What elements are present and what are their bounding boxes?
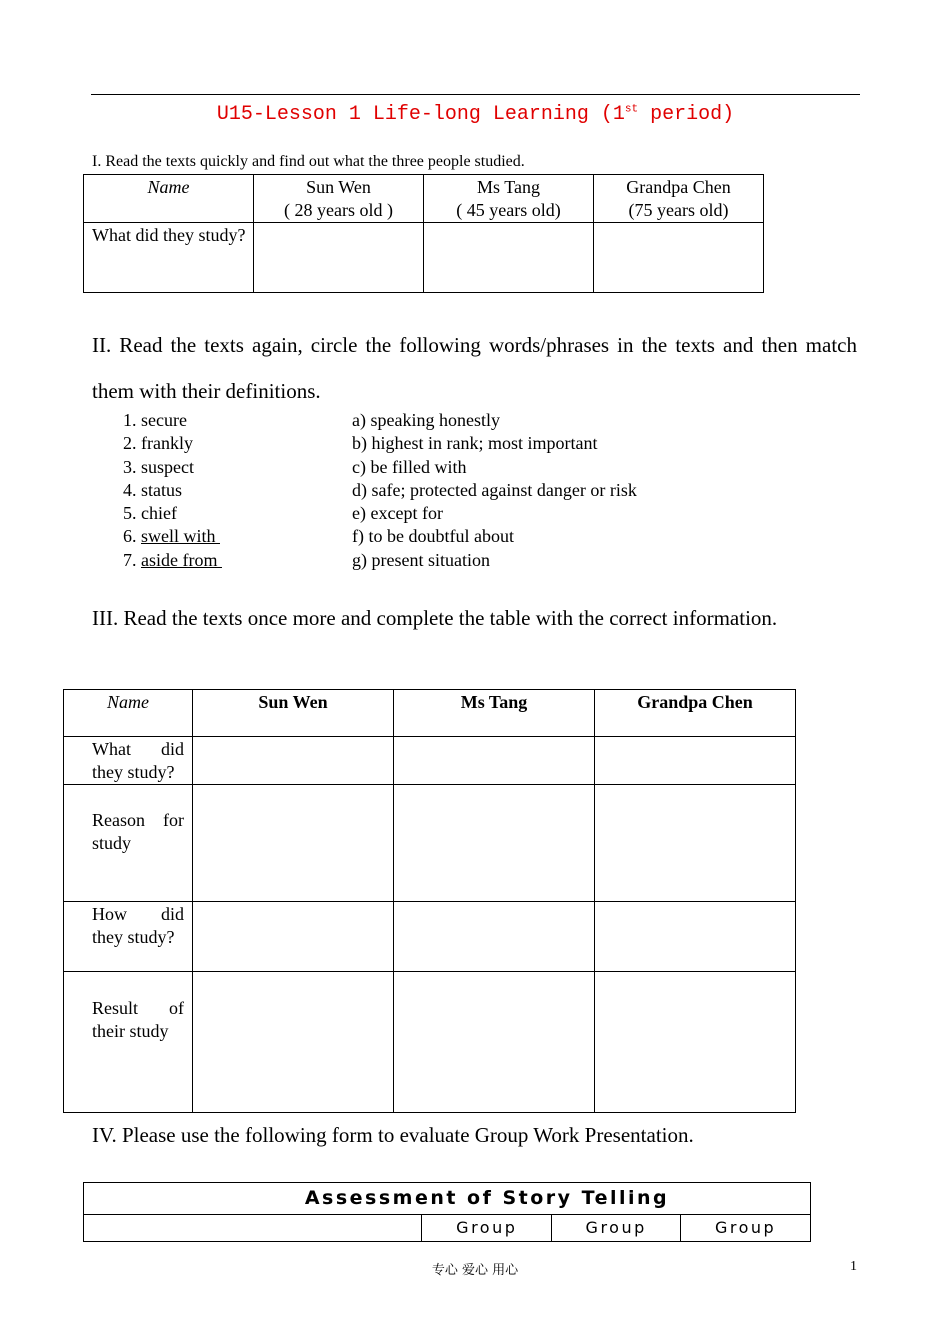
word-text: status: [141, 479, 183, 500]
group-header: Group: [422, 1215, 552, 1242]
word-text: swell with: [141, 526, 220, 547]
definition-list: [352, 409, 637, 572]
row-label-line1: What did: [92, 739, 184, 759]
page-title: [91, 103, 860, 126]
list-item: d) safe; protected against danger or risk: [352, 479, 637, 500]
word-text: suspect: [141, 456, 194, 477]
row-label-cell: [64, 902, 193, 972]
word-list: [123, 409, 222, 572]
assessment-title: Assessment of Story Telling: [84, 1183, 811, 1215]
word-text: secure: [141, 410, 187, 430]
word-text: aside from: [141, 549, 222, 570]
section2-instruction: II. Read the texts again, circle the following words/phrases in the texts and then match them with their definitions.: [92, 333, 857, 403]
table-row: [64, 690, 796, 737]
section4-instruction: IV. Please use the following form to evaluate Group Work Presentation.: [92, 1123, 694, 1147]
header-name: Name: [147, 177, 190, 197]
title-superscript: st: [624, 103, 639, 116]
top-rule: [91, 94, 860, 95]
row-label-line2: study: [92, 833, 132, 853]
word-text: chief: [141, 503, 177, 524]
list-item: b) highest in rank; most important: [352, 433, 598, 454]
row-label-line1: Reason for: [92, 810, 184, 830]
page-number: 1: [850, 1259, 857, 1274]
word-num: 4.: [123, 479, 141, 500]
table-row: [64, 902, 796, 972]
header-cell-ms-tang: [424, 175, 594, 223]
list-item: [123, 479, 222, 502]
section3-table: [63, 689, 796, 1113]
word-text: frankly: [141, 433, 193, 454]
table-row: [64, 972, 796, 1113]
column-header: Grandpa Chen: [595, 690, 796, 737]
list-item: [123, 409, 222, 432]
table-row: [84, 175, 764, 223]
answer-cell[interactable]: [254, 223, 424, 293]
row-label-line1: How did: [92, 904, 184, 924]
answer-cell[interactable]: [595, 785, 796, 902]
list-item: e) except for: [352, 503, 443, 524]
section1-instruction: I. Read the texts quickly and find out what the three people studied.: [92, 153, 525, 170]
answer-cell[interactable]: [594, 223, 764, 293]
row-label-line2: they study?: [92, 762, 175, 782]
title-tail: period): [638, 103, 735, 126]
person-name: Ms Tang: [477, 177, 540, 197]
row-label: What did they study?: [92, 225, 246, 245]
list-item: a) speaking honestly: [352, 410, 500, 430]
table-row: [84, 1183, 811, 1215]
list-item: g) present situation: [352, 549, 490, 570]
answer-cell[interactable]: [424, 223, 594, 293]
list-item: [123, 549, 222, 572]
person-age: ( 45 years old): [456, 200, 561, 220]
answer-cell[interactable]: [193, 785, 394, 902]
table-row: [84, 223, 764, 293]
word-num: 1.: [123, 410, 141, 430]
list-item: f) to be doubtful about: [352, 526, 514, 547]
person-name: Sun Wen: [306, 177, 371, 197]
section3-instruction: III. Read the texts once more and complete the table with the correct information.: [92, 606, 778, 630]
group-header: Group: [552, 1215, 681, 1242]
header-name: Name: [107, 692, 149, 712]
row-label-cell: [64, 972, 193, 1113]
footer-motto: 专心 爱心 用心: [431, 1263, 519, 1278]
row-label-line1: Result of: [92, 998, 184, 1018]
list-item: [123, 502, 222, 525]
word-num: 2.: [123, 433, 141, 454]
list-item: [123, 432, 222, 455]
title-main: U15-Lesson 1 Life-long Learning (1: [216, 103, 625, 126]
list-item: [123, 525, 222, 548]
answer-cell[interactable]: [193, 902, 394, 972]
word-num: 6.: [123, 526, 141, 547]
column-header: Ms Tang: [394, 690, 595, 737]
table-row: [64, 785, 796, 902]
person-name: Grandpa Chen: [626, 177, 731, 197]
word-num: 7.: [123, 549, 141, 570]
list-item: c) be filled with: [352, 456, 467, 477]
answer-cell[interactable]: [394, 737, 595, 785]
table-row: [84, 1215, 811, 1242]
criteria-cell[interactable]: [84, 1215, 422, 1242]
answer-cell[interactable]: [193, 972, 394, 1113]
header-name-cell: [84, 175, 254, 223]
answer-cell[interactable]: [394, 972, 595, 1113]
word-num: 5.: [123, 503, 141, 524]
answer-cell[interactable]: [595, 972, 796, 1113]
assessment-table: [83, 1182, 811, 1242]
person-age: (75 years old): [628, 200, 729, 220]
header-cell-grandpa-chen: [594, 175, 764, 223]
answer-cell[interactable]: [595, 737, 796, 785]
header-cell-sun-wen: [254, 175, 424, 223]
answer-cell[interactable]: [394, 785, 595, 902]
table-row: [64, 737, 796, 785]
list-item: [123, 456, 222, 479]
column-header: Sun Wen: [193, 690, 394, 737]
answer-cell[interactable]: [394, 902, 595, 972]
group-header: Group: [681, 1215, 811, 1242]
row-label-line2: their study: [92, 1021, 169, 1041]
person-age: ( 28 years old ): [284, 200, 393, 220]
section1-table: [83, 174, 764, 293]
answer-cell[interactable]: [595, 902, 796, 972]
row-label-line2: they study?: [92, 927, 175, 947]
row-label-cell: [64, 785, 193, 902]
answer-cell[interactable]: [193, 737, 394, 785]
row-label-cell: [64, 737, 193, 785]
word-num: 3.: [123, 456, 141, 477]
row-label-cell: [84, 223, 254, 293]
header-name-cell: [64, 690, 193, 737]
